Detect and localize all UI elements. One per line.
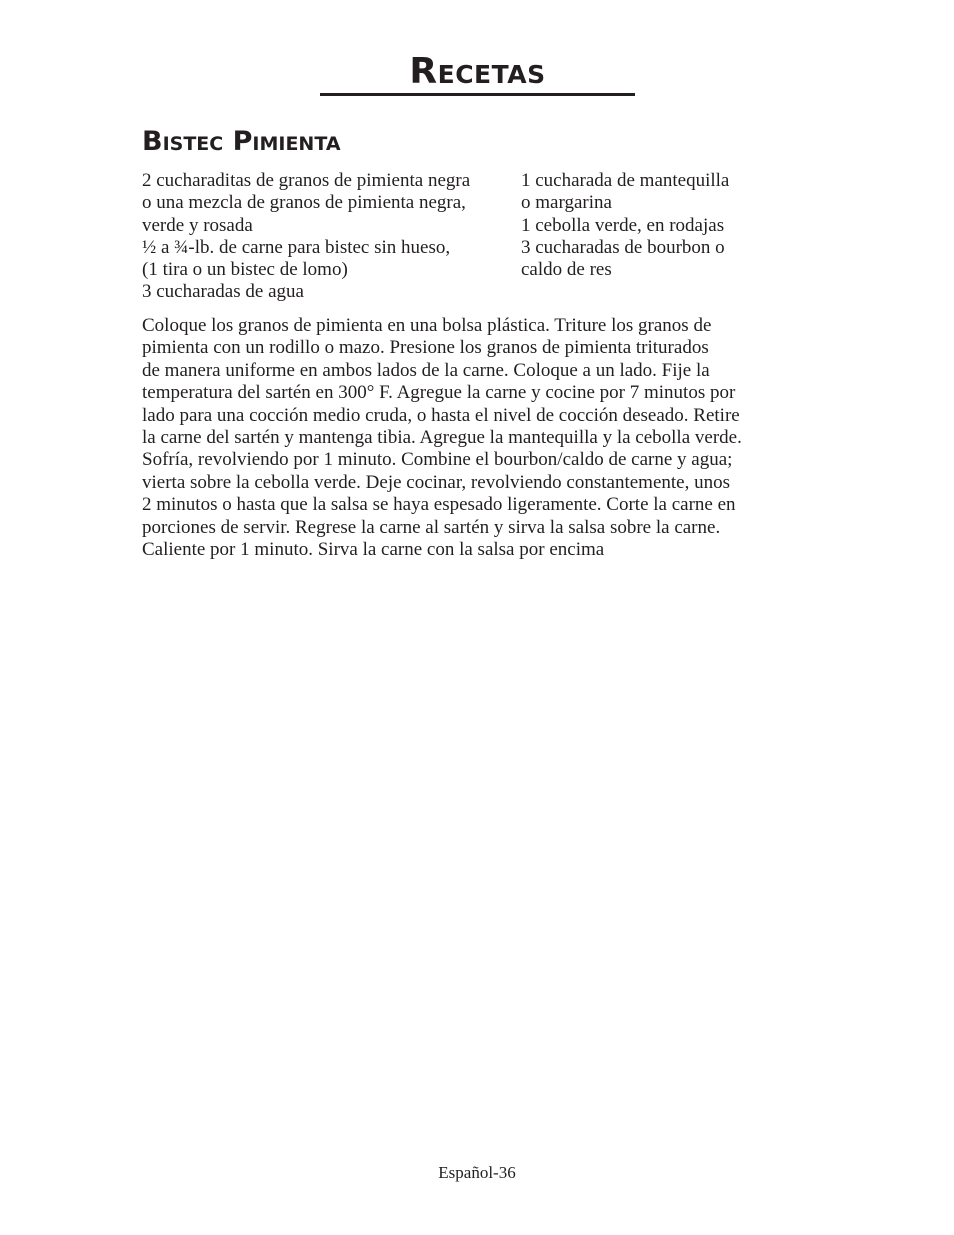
ingredient-line: verde y rosada: [142, 214, 253, 236]
ingredient-line: 3 cucharadas de bourbon o: [521, 236, 725, 258]
instruction-line: lado para una cocción medio cruda, o hasta el nivel de cocción deseado. Retire: [142, 404, 740, 426]
instruction-line: vierta sobre la cebolla verde. Deje cocinar, revolviendo constantemente, unos: [142, 471, 730, 493]
page-title-block: [320, 50, 635, 94]
ingredient-line: (1 tira o un bistec de lomo): [142, 259, 348, 281]
page-number: Español-36: [438, 1163, 516, 1182]
page-title: Recetas: [409, 51, 546, 92]
ingredient-line: 2 cucharaditas de granos de pimienta negra: [142, 170, 471, 191]
ingredient-line: o margarina: [521, 192, 612, 214]
instruction-line: 2 minutos o hasta que la salsa se haya espesado ligeramente. Corte la carne en: [142, 494, 736, 516]
ingredient-line: 1 cebolla verde, en rodajas: [521, 214, 725, 236]
instruction-line: temperatura del sartén en 300° F. Agregue la carne y cocine por 7 minutos por: [142, 382, 736, 404]
instruction-line: pimienta con un rodillo o mazo. Presione los granos de pimienta triturados: [142, 337, 709, 359]
ingredient-line: caldo de res: [521, 259, 612, 281]
ingredients-list-right: [521, 170, 821, 281]
ingredients-list-left: [142, 170, 514, 304]
recipe-title: Bistec Pimienta: [142, 126, 341, 157]
instruction-line: Caliente por 1 minuto. Sirva la carne con la salsa por encima: [142, 539, 605, 561]
ingredient-line: ½ a ¾-lb. de carne para bistec sin hueso,: [142, 236, 451, 258]
ingredient-line: 1 cucharada de mantequilla: [521, 170, 730, 191]
title-underline: [320, 93, 635, 96]
instruction-line: Coloque los granos de pimienta en una bolsa plástica. Triture los granos de: [142, 315, 712, 336]
instruction-line: de manera uniforme en ambos lados de la carne. Coloque a un lado. Fije la: [142, 359, 710, 381]
instruction-line: Sofría, revolviendo por 1 minuto. Combine el bourbon/caldo de carne y agua;: [142, 449, 733, 471]
ingredient-line: 3 cucharadas de agua: [142, 281, 304, 303]
instruction-line: porciones de servir. Regrese la carne al sartén y sirva la salsa sobre la carne.: [142, 516, 721, 538]
ingredient-line: o una mezcla de granos de pimienta negra,: [142, 192, 466, 214]
instruction-line: la carne del sartén y mantenga tibia. Agregue la mantequilla y la cebolla verde.: [142, 427, 742, 449]
recipe-instructions: [142, 315, 814, 561]
